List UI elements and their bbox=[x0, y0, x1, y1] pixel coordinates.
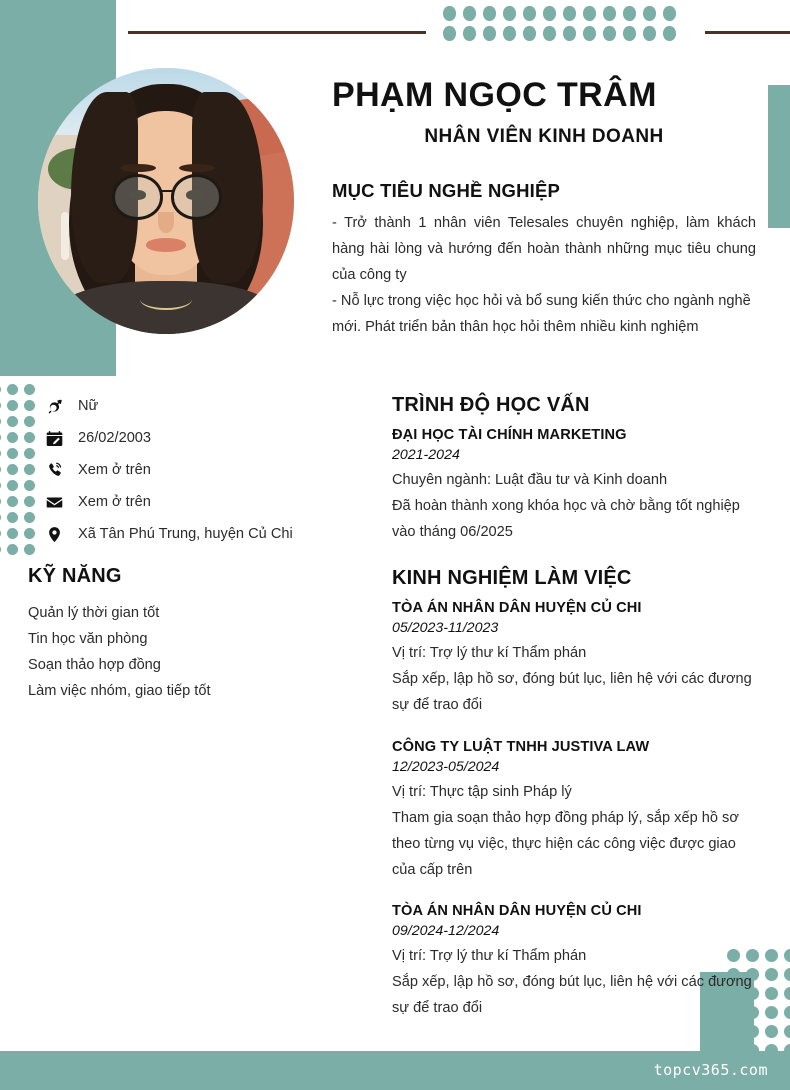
dot-grid-left bbox=[0, 384, 41, 560]
experience-detail: Vị trí: Thực tập sinh Pháp lý bbox=[392, 784, 572, 800]
experience-company: CÔNG TY LUẬT TNHH JUSTIVA LAW bbox=[392, 739, 650, 755]
experience-entry bbox=[392, 600, 760, 718]
job-title: NHÂN VIÊN KINH DOANH bbox=[424, 126, 664, 147]
contact-value: Xem ở trên bbox=[78, 494, 151, 510]
experience-date: 09/2024-12/2024 bbox=[392, 923, 500, 939]
experience-detail: Sắp xếp, lập hồ sơ, đóng bút lục, liên hệ với các đương sự để trao đổi bbox=[392, 974, 752, 1016]
phone-icon bbox=[46, 462, 78, 479]
list-item: Làm việc nhóm, giao tiếp tốt bbox=[28, 683, 211, 699]
profile-photo bbox=[38, 68, 294, 334]
contact-list bbox=[46, 390, 346, 550]
contact-item-phone bbox=[46, 454, 346, 486]
horizontal-rule-left bbox=[128, 31, 426, 34]
experience-entry bbox=[392, 739, 760, 883]
objective-body bbox=[332, 210, 756, 340]
contact-item-address bbox=[46, 518, 346, 550]
contact-item-birthdate bbox=[46, 422, 346, 454]
experience-detail: Vị trí: Trợ lý thư kí Thẩm phán bbox=[392, 645, 587, 661]
contact-value: 26/02/2003 bbox=[78, 430, 152, 446]
education-entry bbox=[392, 427, 760, 545]
contact-value: Nữ bbox=[78, 398, 99, 414]
experience-detail: Sắp xếp, lập hồ sơ, đóng bút lục, liên hệ với các đương sự để trao đổi bbox=[392, 671, 752, 713]
skills-list bbox=[28, 600, 328, 704]
photo-artwork bbox=[38, 68, 294, 334]
experience-detail: Vị trí: Trợ lý thư kí Thẩm phán bbox=[392, 948, 587, 964]
teal-block-top-right bbox=[768, 85, 790, 228]
list-item: Quản lý thời gian tốt bbox=[28, 605, 160, 621]
education-detail: Chuyên ngành: Luật đầu tư và Kinh doanh bbox=[392, 472, 668, 488]
gender-icon bbox=[46, 398, 78, 415]
section-heading-skills: KỸ NĂNG bbox=[28, 565, 122, 587]
dot-grid-top bbox=[443, 6, 683, 46]
objective-paragraph-1: - Trở thành 1 nhân viên Telesales chuyên nghiệp, làm khách hàng hài lòng và hướng đến hoàn thành những mục tiêu chung của công ty bbox=[332, 215, 756, 283]
experience-detail: Tham gia soạn thảo hợp đồng pháp lý, sắp xếp hồ sơ theo từng vụ việc, thực hiện các công việc được giao của cấp trên bbox=[392, 810, 739, 878]
list-item: Soạn thảo hợp đồng bbox=[28, 657, 161, 673]
education-school: ĐẠI HỌC TÀI CHÍNH MARKETING bbox=[392, 427, 627, 443]
contact-item-gender bbox=[46, 390, 346, 422]
horizontal-rule-right bbox=[705, 31, 790, 34]
experience-company: TÒA ÁN NHÂN DÂN HUYỆN CỦ CHI bbox=[392, 600, 642, 616]
objective-paragraph-2: - Nỗ lực trong việc học hỏi và bổ sung kiến thức cho ngành nghề mới. Phát triển bản thân học hỏi thêm nhiều kinh nghiệm bbox=[332, 293, 751, 335]
education-detail: Đã hoàn thành xong khóa học và chờ bằng tốt nghiệp vào tháng 06/2025 bbox=[392, 498, 740, 540]
contact-value: Xem ở trên bbox=[78, 462, 151, 478]
experience-company: TÒA ÁN NHÂN DÂN HUYỆN CỦ CHI bbox=[392, 903, 642, 919]
section-heading-objective: MỤC TIÊU NGHỀ NGHIỆP bbox=[332, 180, 561, 201]
list-item: Tin học văn phòng bbox=[28, 631, 148, 647]
section-heading-education: TRÌNH ĐỘ HỌC VẤN bbox=[392, 394, 590, 416]
experience-date: 12/2023-05/2024 bbox=[392, 759, 500, 775]
experience-date: 05/2023-11/2023 bbox=[392, 620, 499, 636]
contact-value: Xã Tân Phú Trung, huyện Củ Chi bbox=[78, 526, 293, 542]
calendar-icon bbox=[46, 430, 78, 447]
section-heading-experience: KINH NGHIỆM LÀM VIỆC bbox=[392, 567, 632, 589]
footer-site-label: topcv365.com bbox=[653, 1061, 768, 1079]
contact-item-email bbox=[46, 486, 346, 518]
candidate-name: PHẠM NGỌC TRÂM bbox=[332, 76, 657, 114]
email-icon bbox=[46, 494, 78, 511]
experience-entry bbox=[392, 903, 760, 1021]
location-pin-icon bbox=[46, 526, 78, 543]
education-date: 2021-2024 bbox=[392, 447, 460, 463]
